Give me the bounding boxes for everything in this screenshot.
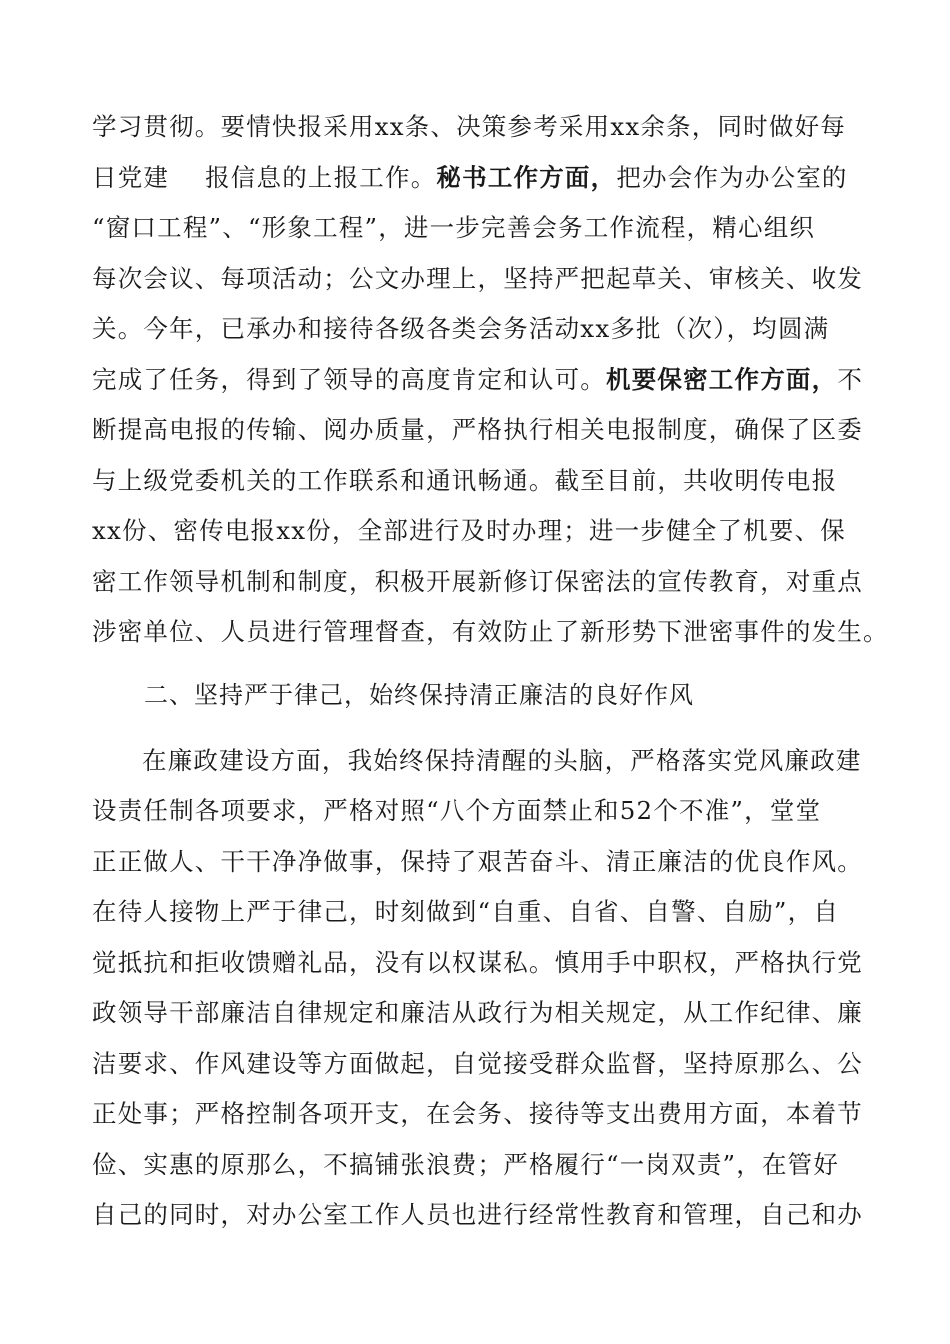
paragraph-line: 与上级党委机关的工作联系和通讯畅通。截至目前，共收明传电报 (92, 465, 838, 495)
paragraph-line: xx份、密传电报xx份，全部进行及时办理；进一步健全了机要、保 (92, 516, 846, 545)
paragraph-line: 政领导干部廉洁自律规定和廉洁从政行为相关规定，从工作纪律、廉 (92, 998, 863, 1027)
text-run: 报信息的上报工作。 (205, 162, 437, 192)
paragraph-line: 觉抵抗和拒收馈赠礼品，没有以权谋私。慎用手中职权，严格执行党 (92, 947, 863, 977)
paragraph-line: 在待人接物上严于律己，时刻做到“自重、自省、自警、自励”，自 (92, 897, 840, 926)
paragraph-line: 正处事；严格控制各项开支，在会务、接待等支出费用方面，本着节 (92, 1099, 863, 1128)
paragraph-line (92, 355, 882, 406)
paragraph-line: 俭、实惠的原那么，不搞铺张浪费；严格履行“一岗双责”，在管好 (92, 1149, 840, 1179)
paragraph-line: 学习贯彻。要情快报采用xx条、决策参考采用xx余条，同时做好每 (92, 112, 846, 141)
section-heading: 二、坚持严于律己，始终保持清正廉洁的良好作风 (144, 680, 694, 709)
paragraph-line: 密工作领导机制和制度，积极开展新修订保密法的宣传教育，对重点 (92, 566, 863, 596)
paragraph-line: 自己的同时，对办公室工作人员也进行经常性教育和管理，自己和办 (92, 1200, 863, 1229)
paragraph-line: 洁要求、作风建设等方面做起，自觉接受群众监督，坚持原那么、公 (92, 1048, 863, 1078)
paragraph-line: 正正做人、干干净净做事，保持了艰苦奋斗、清正廉洁的优良作风。 (92, 846, 863, 876)
text-run: 完成了任务，得到了领导的高度肯定和认可。 (92, 364, 606, 394)
paragraph-line (92, 153, 882, 204)
bold-label-secretary-work: 秘书工作方面， (436, 162, 617, 192)
paragraph-line: “窗口工程”、“形象工程”，进一步完善会务工作流程，精心组织 (92, 213, 816, 242)
text-run: 不 (837, 364, 864, 394)
paragraph-line: 断提高电报的传输、阅办质量，严格执行相关电报制度，确保了区委 (92, 415, 863, 444)
paragraph-line: 关。今年，已承办和接待各级各类会务活动xx多批（次），均圆满 (92, 314, 830, 343)
paragraph-line: 涉密单位、人员进行管理督查，有效防止了新形势下泄密事件的发生。 (92, 617, 889, 646)
text-run: 把办会作为办公室的 (616, 162, 848, 192)
paragraph-line: 设责任制各项要求，严格对照“八个方面禁止和52个不准”，堂堂 (92, 796, 822, 825)
text-run: 日党建 (92, 162, 170, 192)
bold-label-confidential-work: 机要保密工作方面， (606, 364, 838, 394)
paragraph-line: 在廉政建设方面，我始终保持清醒的头脑，严格落实党风廉政建 (142, 745, 862, 775)
paragraph-line: 每次会议、每项活动；公文办理上，坚持严把起草关、审核关、收发 (92, 263, 863, 293)
document-page (92, 102, 889, 1241)
